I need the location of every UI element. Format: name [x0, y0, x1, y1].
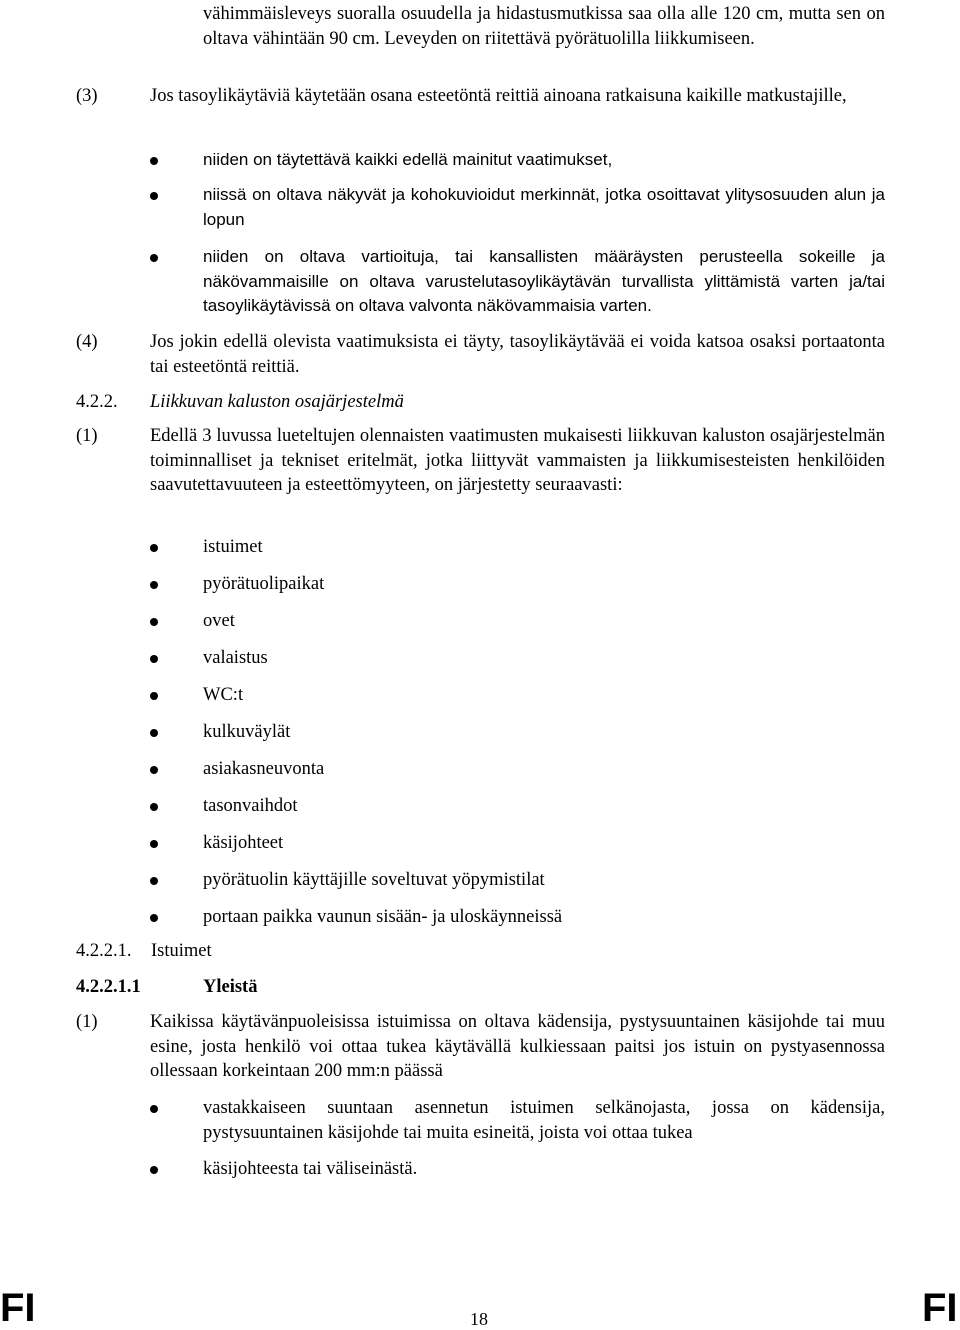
bullet-icon	[148, 1157, 160, 1181]
para3-number: (3)	[76, 86, 98, 106]
footer-language-code-right: FI	[922, 1286, 958, 1330]
para3-bullet-1: niiden on täytettävä kaikki edellä mainitut vaatimukset,	[203, 150, 613, 169]
list-item: ovet	[203, 611, 235, 631]
list-item: kulkuväylät	[203, 722, 291, 742]
para3-bullet-3: niiden on oltava vartioituja, tai kansallisten määräysten perusteella sokeille ja näkövammaisille on oltava varustelutasoylikäytävän turvallista ylittämistä varten ja/tai tasoylikäytävissä on oltava valvonta näkövammaisia varten.	[203, 247, 885, 315]
intro-continuation-paragraph: vähimmäisleveys suoralla osuudella ja hidastusmutkissa saa olla alle 120 cm, mutta sen on oltava vähintään 90 cm. Leveyden on riitettävä pyörätuolilla liikkumiseen.	[203, 4, 885, 49]
bullet-icon	[148, 245, 160, 269]
list-item: käsijohteet	[203, 833, 284, 853]
bullet-icon	[148, 905, 160, 929]
footer-language-code-left: FI	[0, 1286, 36, 1330]
list-item: pyörätuolin käyttäjille soveltuvat yöpymistilat	[203, 870, 545, 890]
yleista-bullet-1: vastakkaiseen suuntaan asennetun istuimen selkänojasta, jossa on kädensija, pystysuuntainen käsijohde tai muita esineitä, joista voi ottaa tukea	[203, 1098, 885, 1143]
para3-bullet-2: niissä on oltava näkyvät ja kohokuvioidut merkinnät, jotka osoittavat ylitysosuuden alun ja lopun	[203, 185, 885, 229]
bullet-icon	[148, 868, 160, 892]
kalusto-para1-text: Edellä 3 luvussa lueteltujen olennaisten vaatimusten mukaisesti liikkuvan kaluston osajärjestelmän toiminnalliset ja tekniset eritelmät, jotka liittyvät vammaisten ja liikkumisesteisten henkilöiden saavutettavuuteen ja esteettömyyteen, on järjestetty seuraavasti:	[150, 426, 885, 495]
section-4222-number: 4.2.2.	[76, 392, 118, 412]
yleista-para1-text: Kaikissa käytävänpuoleisissa istuimissa on oltava kädensija, pystysuuntainen käsijohde tai muu esine, josta henkilö voi ottaa tukea käytävällä kulkiessaan paitsi jos istuin on pystyasennossa ollessaan korkeintaan 200 mm:n päässä	[150, 1012, 885, 1081]
para4-number: (4)	[76, 332, 98, 352]
section-422211-title: Yleistä	[203, 977, 258, 997]
bullet-icon	[148, 683, 160, 707]
para3-text: Jos tasoylikäytäviä käytetään osana esteetöntä reittiä ainoana ratkaisuna kaikille matkustajille,	[150, 86, 847, 106]
page-number: 18	[470, 1309, 488, 1329]
bullet-icon	[148, 646, 160, 670]
bullet-icon	[148, 183, 160, 207]
bullet-icon	[148, 148, 160, 172]
list-item: istuimet	[203, 537, 263, 557]
section-42221-number: 4.2.2.1.	[76, 941, 132, 961]
kalusto-para1-number: (1)	[76, 426, 98, 446]
list-item: asiakasneuvonta	[203, 759, 325, 779]
bullet-icon	[148, 609, 160, 633]
list-item: tasonvaihdot	[203, 796, 298, 816]
bullet-icon	[148, 535, 160, 559]
para4-text: Jos jokin edellä olevista vaatimuksista ei täyty, tasoylikäytävää ei voida katsoa osaksi portaatonta tai esteetöntä reittiä.	[150, 332, 885, 377]
list-item: pyörätuolipaikat	[203, 574, 325, 594]
yleista-para1-number: (1)	[76, 1012, 98, 1032]
section-422211-number: 4.2.2.1.1	[76, 977, 141, 997]
section-42221-title: Istuimet	[151, 941, 212, 961]
bullet-icon	[148, 831, 160, 855]
bullet-icon	[148, 794, 160, 818]
list-item: WC:t	[203, 685, 244, 705]
bullet-icon	[148, 572, 160, 596]
bullet-icon	[148, 720, 160, 744]
bullet-icon	[148, 757, 160, 781]
section-4222-title: Liikkuvan kaluston osajärjestelmä	[150, 392, 404, 412]
bullet-icon	[148, 1096, 160, 1120]
yleista-bullet-2: käsijohteesta tai väliseinästä.	[203, 1159, 418, 1179]
list-item: portaan paikka vaunun sisään- ja uloskäynneissä	[203, 907, 563, 927]
list-item: valaistus	[203, 648, 268, 668]
